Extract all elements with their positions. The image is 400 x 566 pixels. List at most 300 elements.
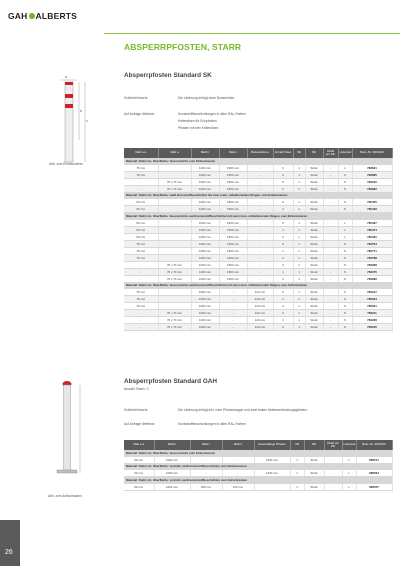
table-cell: S xyxy=(338,303,352,310)
table-cell: 1 xyxy=(290,456,304,463)
column-header: Inhalt pro PE xyxy=(324,440,342,450)
table-cell: - xyxy=(323,178,338,185)
table-cell: 2 xyxy=(273,303,293,310)
table-row xyxy=(124,289,392,296)
table-cell: 70 x 70 mm xyxy=(158,185,191,192)
column-header: Maß b xyxy=(154,440,190,450)
table-cell: L xyxy=(338,219,352,226)
table-row xyxy=(124,268,392,275)
table-cell: - xyxy=(124,275,158,282)
table-cell: 1 xyxy=(293,289,305,296)
table-cell: Stück xyxy=(305,171,323,178)
table-cell: - xyxy=(323,310,338,317)
table-cell: 1000 mm xyxy=(191,317,219,324)
table-cell xyxy=(158,219,191,226)
table-cell: 60 mm xyxy=(124,226,158,233)
table-cell: 1500 mm xyxy=(219,247,247,254)
table-cell: 1 xyxy=(293,171,305,178)
column-header: Best.-Nr. 4004100 xyxy=(356,440,392,450)
table-cell: - xyxy=(247,261,273,268)
table-cell: - xyxy=(247,226,273,233)
material-band-label: Material: Stahl roh, Oberfläche: feuerverzinkt, weiß kunststoffbeschichtet mit zwei roten, reflektierenden Ringen, zum Aufschrauben xyxy=(124,282,392,289)
table-cell: 1000 mm xyxy=(191,233,219,240)
column-header: Gesamtlänge Pfosten xyxy=(254,440,290,450)
svg-text:a: a xyxy=(65,74,68,79)
table-cell: Stück xyxy=(305,185,323,192)
article-number-cell: 782788 xyxy=(352,254,392,261)
table-cell: - xyxy=(247,247,273,254)
table-gah xyxy=(124,440,393,491)
table-cell: S xyxy=(338,178,352,185)
material-band-label: Material: Stahl roh, Oberfläche: verzinkt, weiß kunststoffbeschichtet, zum Aufschrauben xyxy=(124,477,392,484)
table-cell: 1 xyxy=(290,483,304,490)
gah-info-value-2: Kunststoffbeschichtungen in allen RAL-Farben xyxy=(178,422,246,426)
column-header: Bodenplatte ⌀ xyxy=(247,148,273,158)
table-sk xyxy=(124,148,393,331)
table-cell: S xyxy=(338,185,352,192)
table-cell: - xyxy=(323,268,338,275)
material-band-label: Material: Stahl roh, Oberfläche: feuerverzinkt, zum Einbetonieren xyxy=(124,158,392,164)
table-cell: - xyxy=(219,310,247,317)
table-cell: - xyxy=(323,317,338,324)
table-cell: 0 xyxy=(273,178,293,185)
table-cell: 1500 mm xyxy=(219,178,247,185)
table-cell: - xyxy=(219,317,247,324)
table-cell: - xyxy=(323,206,338,213)
table-row xyxy=(124,171,392,178)
table-cell xyxy=(158,171,191,178)
table-cell xyxy=(158,164,191,171)
table-cell: 180 mm xyxy=(190,483,222,490)
table-cell: - xyxy=(323,247,338,254)
table-cell: 1000 mm xyxy=(191,254,219,261)
table-cell: 2 xyxy=(273,171,293,178)
section-title-sk: Absperrpfosten Standard SK xyxy=(124,72,212,79)
table-cell: S xyxy=(338,254,352,261)
table-cell: S xyxy=(338,324,352,331)
logo-left: GAH xyxy=(8,11,28,21)
column-header: VE xyxy=(293,148,305,158)
article-number-cell: 782841 xyxy=(352,164,392,171)
table-cell: 70 x 70 mm xyxy=(158,324,191,331)
table-cell: 76 mm xyxy=(124,303,158,310)
svg-text:c: c xyxy=(86,118,88,123)
table-cell: S xyxy=(338,171,352,178)
table-cell: 76 mm xyxy=(124,247,158,254)
table-cell: - xyxy=(247,240,273,247)
table-cell xyxy=(158,247,191,254)
table-cell: - xyxy=(247,164,273,171)
table-row xyxy=(124,303,392,310)
table-cell: 1 xyxy=(293,247,305,254)
table-cell: - xyxy=(190,470,222,477)
table-gah-body xyxy=(124,450,392,490)
table-cell: - xyxy=(219,296,247,303)
table-cell: 1000 mm xyxy=(191,226,219,233)
table-cell: 1000 mm xyxy=(191,296,219,303)
post-drawing-concrete xyxy=(35,72,105,167)
table-cell: 0 xyxy=(273,164,293,171)
table-row xyxy=(124,317,392,324)
table-cell: - xyxy=(219,289,247,296)
column-header: Lieferzeit xyxy=(342,440,356,450)
table-sk-body xyxy=(124,158,392,331)
column-header: Maß d xyxy=(222,440,254,450)
table-cell: - xyxy=(124,185,158,192)
table-cell xyxy=(158,240,191,247)
gah-info-label-1: Zubehörhinweis: xyxy=(124,408,149,412)
table-cell xyxy=(158,303,191,310)
table-cell: 1400 mm xyxy=(254,456,290,463)
table-cell: 1000 mm xyxy=(191,240,219,247)
table-cell: 1 xyxy=(293,268,305,275)
table-sk-header xyxy=(124,148,392,158)
table-cell: 1000 mm xyxy=(191,219,219,226)
table-cell: S xyxy=(338,206,352,213)
table-cell: Stück xyxy=(305,254,323,261)
table-cell: 70 x 70 mm xyxy=(158,317,191,324)
table-cell: 1000 mm xyxy=(191,324,219,331)
logo-right: ALBERTS xyxy=(35,11,78,21)
table-cell: 2 xyxy=(273,275,293,282)
table-cell: 1000 mm xyxy=(191,268,219,275)
article-number-cell: 782931 xyxy=(352,303,392,310)
table-cell: 1000 mm xyxy=(191,310,219,317)
table-cell: - xyxy=(324,470,342,477)
column-header: Maß a xyxy=(158,148,191,158)
article-number-cell: 782467 xyxy=(352,219,392,226)
table-cell: - xyxy=(124,268,158,275)
table-row xyxy=(124,456,392,463)
table-cell: 1000 mm xyxy=(191,247,219,254)
article-number-cell: 782429 xyxy=(352,206,392,213)
table-cell: 70 x 70 mm xyxy=(158,275,191,282)
table-cell: - xyxy=(323,226,338,233)
table-cell: - xyxy=(323,275,338,282)
table-cell: - xyxy=(254,483,290,490)
column-header: Best.-Nr. 4004100 xyxy=(352,148,392,158)
article-number-cell: 782771 xyxy=(352,247,392,254)
table-row xyxy=(124,483,392,490)
column-header: Inhalt pro PE xyxy=(323,148,338,158)
table-header-row xyxy=(124,440,392,450)
table-cell: 1 xyxy=(293,206,305,213)
article-number-cell: 782917 xyxy=(352,289,392,296)
table-cell: - xyxy=(124,261,158,268)
article-number-cell: 783082 xyxy=(352,275,392,282)
section-subtitle-gah: Anzahl Ösen: 2 xyxy=(124,387,149,391)
table-cell: S xyxy=(338,317,352,324)
article-number-cell: 782865 xyxy=(352,171,392,178)
table-cell: 1 xyxy=(293,261,305,268)
table-gah-header xyxy=(124,440,392,450)
table-cell: - xyxy=(247,206,273,213)
table-cell: - xyxy=(323,289,338,296)
table-cell: - xyxy=(323,233,338,240)
table-cell: - xyxy=(323,219,338,226)
article-number-cell: 783075 xyxy=(352,268,392,275)
column-header: Maß c xyxy=(190,440,222,450)
table-cell: 1500 mm xyxy=(219,219,247,226)
table-cell: 1 xyxy=(293,324,305,331)
table-cell: 70 x 70 mm xyxy=(158,268,191,275)
table-cell: 120 mm xyxy=(247,303,273,310)
table-cell: 1500 mm xyxy=(219,185,247,192)
table-cell: 1000 mm xyxy=(154,456,190,463)
table-cell: 1 xyxy=(293,275,305,282)
table-cell: - xyxy=(247,185,273,192)
table-cell: 1 xyxy=(273,247,293,254)
table-cell: - xyxy=(190,456,222,463)
table-cell: - xyxy=(323,199,338,206)
table-cell: L xyxy=(342,483,356,490)
table-cell: 120 mm xyxy=(247,310,273,317)
table-cell: 1000 mm xyxy=(191,261,219,268)
post-drawing-bolt xyxy=(40,378,100,488)
table-row xyxy=(124,178,392,185)
table-cell: L xyxy=(338,226,352,233)
article-number-cell: 686571 xyxy=(356,456,392,463)
post-concrete-icon xyxy=(61,74,88,162)
table-cell: 70 x 70 mm xyxy=(158,178,191,185)
table-cell: Stück xyxy=(305,303,323,310)
table-cell xyxy=(158,296,191,303)
table-cell: - xyxy=(247,199,273,206)
table-cell: - xyxy=(222,470,254,477)
table-cell: 1 xyxy=(293,317,305,324)
table-cell: 1000 mm xyxy=(191,199,219,206)
article-number-cell: 686557 xyxy=(356,483,392,490)
table-cell: L xyxy=(338,164,352,171)
column-header: VE xyxy=(290,440,304,450)
table-cell: - xyxy=(124,310,158,317)
table-cell: - xyxy=(323,296,338,303)
table-cell: Stück xyxy=(305,268,323,275)
table-cell: Stück xyxy=(305,296,323,303)
table-cell: Stück xyxy=(305,206,323,213)
table-cell: 1000 mm xyxy=(191,289,219,296)
brand-logo xyxy=(8,11,77,21)
table-cell: - xyxy=(247,268,273,275)
table-cell: - xyxy=(247,233,273,240)
article-number-cell: 783228 xyxy=(352,317,392,324)
table-cell: Stück xyxy=(304,470,324,477)
table-cell xyxy=(158,289,191,296)
table-cell: 1 xyxy=(293,178,305,185)
table-cell: - xyxy=(247,275,273,282)
table-cell: 120 mm xyxy=(222,483,254,490)
table-cell: S xyxy=(338,275,352,282)
table-cell: Stück xyxy=(305,219,323,226)
table-cell: - xyxy=(219,324,247,331)
column-header: Maß a ⌀ xyxy=(124,440,154,450)
table-cell: 76 mm xyxy=(124,254,158,261)
table-cell: - xyxy=(323,164,338,171)
table-cell xyxy=(158,254,191,261)
table-cell: 60 mm xyxy=(124,483,154,490)
table-cell: - xyxy=(124,324,158,331)
table-cell: - xyxy=(247,219,273,226)
table-cell: 1500 mm xyxy=(219,226,247,233)
table-cell: 0 xyxy=(273,219,293,226)
table-cell xyxy=(158,233,191,240)
table-row xyxy=(124,254,392,261)
sk-info-value-1: Die Lieferung erfolgt ohne Bodenhülse. xyxy=(178,96,236,100)
table-cell: S xyxy=(338,247,352,254)
table-cell: 60 mm xyxy=(124,199,158,206)
material-band-label: Material: Stahl roh, Oberfläche: verzinkt, weiß kunststoffbeschichtet, zum Einbetonieren xyxy=(124,463,392,470)
table-cell: 0 xyxy=(273,289,293,296)
table-cell: 1000 mm xyxy=(191,171,219,178)
table-cell: Stück xyxy=(305,164,323,171)
table-cell: 1500 mm xyxy=(219,254,247,261)
page-title: ABSPERRPFOSTEN, STARR xyxy=(124,42,242,52)
table-cell: 0 xyxy=(273,261,293,268)
column-header: Maß a ⌀ xyxy=(124,148,158,158)
table-row xyxy=(124,185,392,192)
table-cell: 60 mm xyxy=(124,206,158,213)
column-header: Maß c xyxy=(219,148,247,158)
table-cell: 2 xyxy=(273,185,293,192)
material-band-label: Material: Stahl roh, Oberfläche: weiß kunststoffbeschichtet mit zwei roten, reflektierenden Ringen, zum Einbetonieren xyxy=(124,192,392,199)
material-band-label: Material: Stahl roh, Oberfläche: feuerverzinkt, weiß kunststoffbeschichtet mit zwei roten, reflektierenden Ringen, zum Einbetonieren xyxy=(124,213,392,220)
table-cell: Stück xyxy=(305,289,323,296)
article-number-cell: 783068 xyxy=(352,261,392,268)
table-cell: 1000 mm xyxy=(191,164,219,171)
table-cell: 1500 mm xyxy=(219,240,247,247)
table-cell: Stück xyxy=(305,275,323,282)
table-cell xyxy=(158,206,191,213)
table-cell: 1 xyxy=(273,226,293,233)
page-number: 26 xyxy=(5,549,13,556)
table-row xyxy=(124,324,392,331)
sk-info-value-2b: Kettenösen für Eckpfosten xyxy=(178,119,217,123)
table-cell: 2 xyxy=(273,254,293,261)
table-cell: 1500 mm xyxy=(219,206,247,213)
table-cell: - xyxy=(323,171,338,178)
table-cell: 120 mm xyxy=(247,317,273,324)
table-cell: - xyxy=(323,261,338,268)
article-number-cell: 782940 xyxy=(352,178,392,185)
table-cell: 60 mm xyxy=(124,470,154,477)
table-cell: 1000 mm xyxy=(191,178,219,185)
table-cell: Stück xyxy=(304,483,324,490)
gah-info-value-1: Die Lieferung erfolgt inkl. roter Pfostenkappe und zwei basen Kettenverbindungsgliedern. xyxy=(178,408,309,412)
table-cell: 2 xyxy=(273,206,293,213)
column-header: Maß b xyxy=(191,148,219,158)
table-row xyxy=(124,233,392,240)
table-cell: 70 x 70 mm xyxy=(158,261,191,268)
table-cell: - xyxy=(222,456,254,463)
page-tab xyxy=(0,520,20,566)
table-cell: L xyxy=(338,233,352,240)
table-cell: 1 xyxy=(293,233,305,240)
table-cell xyxy=(158,226,191,233)
table-cell: Stück xyxy=(305,324,323,331)
table-cell: 1000 mm xyxy=(154,483,190,490)
table-cell: S xyxy=(338,240,352,247)
table-cell: L xyxy=(342,470,356,477)
article-number-cell: 782405 xyxy=(352,199,392,206)
table-cell: S xyxy=(338,296,352,303)
column-header: PE xyxy=(304,440,324,450)
article-number-cell: 783235 xyxy=(352,324,392,331)
article-number-cell: 782924 xyxy=(352,296,392,303)
logo-dot-icon xyxy=(29,13,35,19)
article-number-cell: 782481 xyxy=(352,233,392,240)
table-row xyxy=(124,206,392,213)
table-row xyxy=(124,310,392,317)
table-cell: S xyxy=(338,289,352,296)
table-cell: 120 mm xyxy=(247,296,273,303)
caption-bolt: Abb. zum Aufschrauben xyxy=(48,494,82,498)
table-cell: - xyxy=(323,303,338,310)
sk-info-value-2a: Kunststoffbeschichtungen in allen RAL-Farben xyxy=(178,112,246,116)
table-cell: 1000 mm xyxy=(191,206,219,213)
table-cell: 1000 mm xyxy=(154,470,190,477)
table-cell: Stück xyxy=(305,178,323,185)
table-cell: 1000 mm xyxy=(191,185,219,192)
article-number-cell: 686564 xyxy=(356,470,392,477)
table-cell: - xyxy=(324,483,342,490)
table-cell: S xyxy=(338,310,352,317)
table-cell: 76 mm xyxy=(124,171,158,178)
caption-concrete: Abb. zum Einbetonieren xyxy=(49,162,84,166)
table-cell: 1 xyxy=(273,268,293,275)
table-cell: 1 xyxy=(293,185,305,192)
table-cell: - xyxy=(247,171,273,178)
table-cell: 120 mm xyxy=(247,289,273,296)
table-cell: - xyxy=(323,324,338,331)
table-row xyxy=(124,226,392,233)
table-cell: 120 mm xyxy=(247,324,273,331)
table-row xyxy=(124,261,392,268)
table-cell: 1 xyxy=(293,303,305,310)
column-header: Lieferzeit xyxy=(338,148,352,158)
table-cell: 60 mm xyxy=(124,456,154,463)
table-cell: 1 xyxy=(293,219,305,226)
table-cell: 1000 mm xyxy=(191,303,219,310)
table-cell: - xyxy=(324,456,342,463)
table-cell: S xyxy=(338,199,352,206)
table-header-row xyxy=(124,148,392,158)
table-cell: - xyxy=(323,254,338,261)
table-cell: - xyxy=(124,317,158,324)
table-cell: 1500 mm xyxy=(219,171,247,178)
table-row xyxy=(124,219,392,226)
table-cell: 1 xyxy=(290,470,304,477)
table-row xyxy=(124,247,392,254)
table-cell: 76 mm xyxy=(124,289,158,296)
table-cell: 1500 mm xyxy=(219,268,247,275)
table-cell: 1 xyxy=(273,317,293,324)
table-cell: 1500 mm xyxy=(219,275,247,282)
table-cell: 1000 mm xyxy=(191,275,219,282)
table-row xyxy=(124,296,392,303)
table-cell: Stück xyxy=(305,310,323,317)
section-title-gah: Absperrpfosten Standard GAH xyxy=(124,378,218,385)
table-cell: 0 xyxy=(273,240,293,247)
table-cell: - xyxy=(247,178,273,185)
table-cell: Stück xyxy=(305,199,323,206)
table-cell: - xyxy=(247,254,273,261)
table-cell: Stück xyxy=(305,226,323,233)
material-band-label: Material: Stahl roh, Oberfläche: feuerverzinkt, zum Einbetonieren xyxy=(124,450,392,456)
svg-text:b: b xyxy=(80,108,83,113)
table-cell: 2 xyxy=(273,324,293,331)
column-header: PE xyxy=(305,148,323,158)
article-number-cell: 782474 xyxy=(352,226,392,233)
